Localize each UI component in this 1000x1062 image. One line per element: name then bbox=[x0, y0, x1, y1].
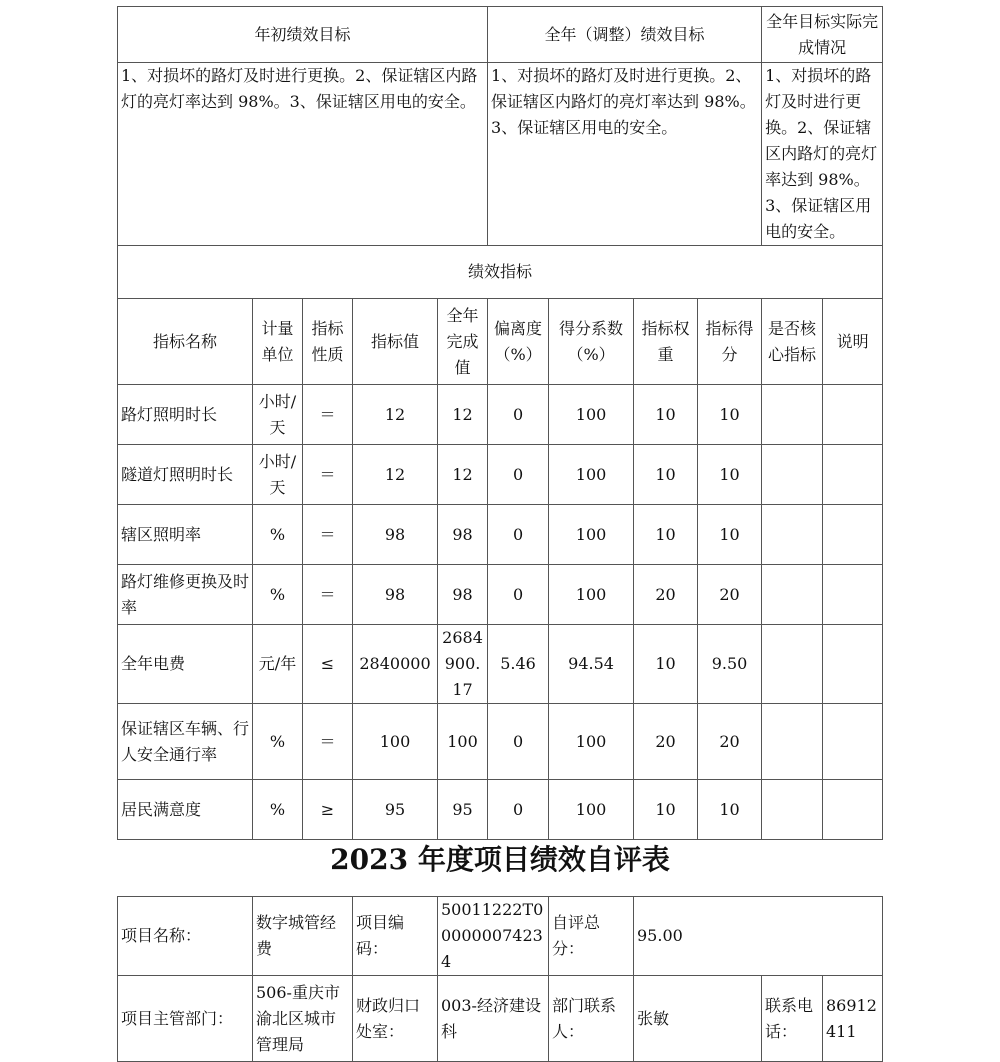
indicator-actual: 95 bbox=[438, 780, 488, 840]
dept-label: 项目主管部门： bbox=[118, 976, 253, 1062]
indicator-unit: 小时/天 bbox=[253, 445, 303, 505]
indicator-weight: 10 bbox=[634, 505, 698, 565]
indicator-coefficient: 100 bbox=[549, 780, 634, 840]
indicator-score: 10 bbox=[698, 445, 762, 505]
indicator-unit: % bbox=[253, 505, 303, 565]
table-row bbox=[118, 505, 883, 565]
indicator-deviation: 0 bbox=[488, 704, 549, 780]
col-header: 指标权重 bbox=[634, 299, 698, 385]
indicator-nature: ＝ bbox=[303, 445, 353, 505]
contact-label: 部门联系人： bbox=[549, 976, 634, 1062]
finance-office-label: 财政归口处室： bbox=[353, 976, 438, 1062]
indicator-actual: 12 bbox=[438, 445, 488, 505]
indicator-target: 12 bbox=[353, 445, 438, 505]
project-code-label: 项目编码： bbox=[353, 897, 438, 976]
col-header: 计量单位 bbox=[253, 299, 303, 385]
indicator-unit: 元/年 bbox=[253, 625, 303, 704]
table-row bbox=[118, 565, 883, 625]
indicator-actual: 2684900.17 bbox=[438, 625, 488, 704]
performance-table bbox=[117, 6, 883, 840]
indicator-unit: % bbox=[253, 704, 303, 780]
indicator-nature: ＝ bbox=[303, 505, 353, 565]
indicator-score: 10 bbox=[698, 505, 762, 565]
indicator-name: 辖区照明率 bbox=[118, 505, 253, 565]
table-row bbox=[118, 445, 883, 505]
adjusted-goal-text: 1、对损坏的路灯及时进行更换。2、保证辖区内路灯的亮灯率达到 98%。3、保证辖区用电的安全。 bbox=[488, 63, 762, 246]
indicator-nature: ＝ bbox=[303, 385, 353, 445]
indicator-weight: 20 bbox=[634, 704, 698, 780]
indicator-weight: 10 bbox=[634, 780, 698, 840]
indicator-actual: 12 bbox=[438, 385, 488, 445]
actual-completion-text: 1、对损坏的路灯及时进行更换。2、保证辖区内路灯的亮灯率达到 98%。3、保证辖区用电的安全。 bbox=[762, 63, 883, 246]
indicator-core bbox=[762, 385, 823, 445]
header-adjusted-goal: 全年（调整）绩效目标 bbox=[488, 7, 762, 63]
phone-label: 联系电话： bbox=[762, 976, 823, 1062]
indicator-name: 保证辖区车辆、行人安全通行率 bbox=[118, 704, 253, 780]
initial-goal-text: 1、对损坏的路灯及时进行更换。2、保证辖区内路灯的亮灯率达到 98%。3、保证辖区用电的安全。 bbox=[118, 63, 488, 246]
indicator-note bbox=[823, 704, 883, 780]
indicator-score: 10 bbox=[698, 780, 762, 840]
table-row bbox=[118, 704, 883, 780]
indicator-coefficient: 100 bbox=[549, 385, 634, 445]
indicator-unit: % bbox=[253, 565, 303, 625]
indicator-name: 路灯照明时长 bbox=[118, 385, 253, 445]
indicator-deviation: 0 bbox=[488, 780, 549, 840]
indicator-unit: % bbox=[253, 780, 303, 840]
col-header: 说明 bbox=[823, 299, 883, 385]
indicator-coefficient: 100 bbox=[549, 445, 634, 505]
indicator-header-row bbox=[118, 299, 883, 385]
indicator-weight: 10 bbox=[634, 445, 698, 505]
indicator-deviation: 0 bbox=[488, 445, 549, 505]
indicator-nature: ＝ bbox=[303, 565, 353, 625]
indicators-section-title: 绩效指标 bbox=[118, 246, 883, 299]
indicator-note bbox=[823, 505, 883, 565]
col-header: 指标得分 bbox=[698, 299, 762, 385]
indicator-name: 路灯维修更换及时率 bbox=[118, 565, 253, 625]
indicator-nature: ≤ bbox=[303, 625, 353, 704]
table-row bbox=[118, 625, 883, 704]
project-code-value: 50011222T000000074234 bbox=[438, 897, 549, 976]
table-row bbox=[118, 385, 883, 445]
indicator-core bbox=[762, 625, 823, 704]
indicator-actual: 98 bbox=[438, 505, 488, 565]
col-header: 偏离度（%） bbox=[488, 299, 549, 385]
indicator-target: 98 bbox=[353, 565, 438, 625]
indicator-weight: 10 bbox=[634, 625, 698, 704]
indicator-deviation: 0 bbox=[488, 565, 549, 625]
col-header: 指标名称 bbox=[118, 299, 253, 385]
indicator-score: 20 bbox=[698, 565, 762, 625]
indicator-note bbox=[823, 385, 883, 445]
self-score-label: 自评总分： bbox=[549, 897, 634, 976]
indicator-score: 9.50 bbox=[698, 625, 762, 704]
indicator-note bbox=[823, 780, 883, 840]
indicator-target: 100 bbox=[353, 704, 438, 780]
indicator-nature: ≥ bbox=[303, 780, 353, 840]
indicator-target: 95 bbox=[353, 780, 438, 840]
dept-value: 506-重庆市渝北区城市管理局 bbox=[253, 976, 353, 1062]
indicator-coefficient: 94.54 bbox=[549, 625, 634, 704]
indicator-name: 全年电费 bbox=[118, 625, 253, 704]
indicator-note bbox=[823, 565, 883, 625]
self-score-value: 95.00 bbox=[634, 897, 883, 976]
indicator-deviation: 5.46 bbox=[488, 625, 549, 704]
col-header: 全年完成值 bbox=[438, 299, 488, 385]
col-header: 是否核心指标 bbox=[762, 299, 823, 385]
indicator-deviation: 0 bbox=[488, 505, 549, 565]
indicator-coefficient: 100 bbox=[549, 505, 634, 565]
indicator-actual: 100 bbox=[438, 704, 488, 780]
phone-value: 86912411 bbox=[823, 976, 883, 1062]
table-row bbox=[118, 780, 883, 840]
indicator-core bbox=[762, 505, 823, 565]
contact-value: 张敏 bbox=[634, 976, 762, 1062]
project-info-table bbox=[117, 896, 883, 1062]
col-header: 得分系数（%） bbox=[549, 299, 634, 385]
project-name-label: 项目名称： bbox=[118, 897, 253, 976]
indicator-note bbox=[823, 445, 883, 505]
indicator-weight: 20 bbox=[634, 565, 698, 625]
col-header: 指标值 bbox=[353, 299, 438, 385]
indicator-core bbox=[762, 445, 823, 505]
indicator-score: 20 bbox=[698, 704, 762, 780]
indicator-nature: ＝ bbox=[303, 704, 353, 780]
finance-office-value: 003-经济建设科 bbox=[438, 976, 549, 1062]
indicator-deviation: 0 bbox=[488, 385, 549, 445]
indicator-target: 98 bbox=[353, 505, 438, 565]
report-title: 2023 年度项目绩效自评表 bbox=[330, 843, 670, 876]
col-header: 指标性质 bbox=[303, 299, 353, 385]
indicator-core bbox=[762, 704, 823, 780]
indicator-core bbox=[762, 780, 823, 840]
indicator-target: 12 bbox=[353, 385, 438, 445]
indicator-target: 2840000 bbox=[353, 625, 438, 704]
indicator-weight: 10 bbox=[634, 385, 698, 445]
indicator-core bbox=[762, 565, 823, 625]
indicator-name: 居民满意度 bbox=[118, 780, 253, 840]
indicator-actual: 98 bbox=[438, 565, 488, 625]
header-actual-completion: 全年目标实际完成情况 bbox=[762, 7, 883, 63]
indicator-coefficient: 100 bbox=[549, 565, 634, 625]
indicator-name: 隧道灯照明时长 bbox=[118, 445, 253, 505]
indicator-unit: 小时/天 bbox=[253, 385, 303, 445]
header-initial-goal: 年初绩效目标 bbox=[118, 7, 488, 63]
project-name-value: 数字城管经费 bbox=[253, 897, 353, 976]
indicator-note bbox=[823, 625, 883, 704]
indicator-coefficient: 100 bbox=[549, 704, 634, 780]
indicator-score: 10 bbox=[698, 385, 762, 445]
